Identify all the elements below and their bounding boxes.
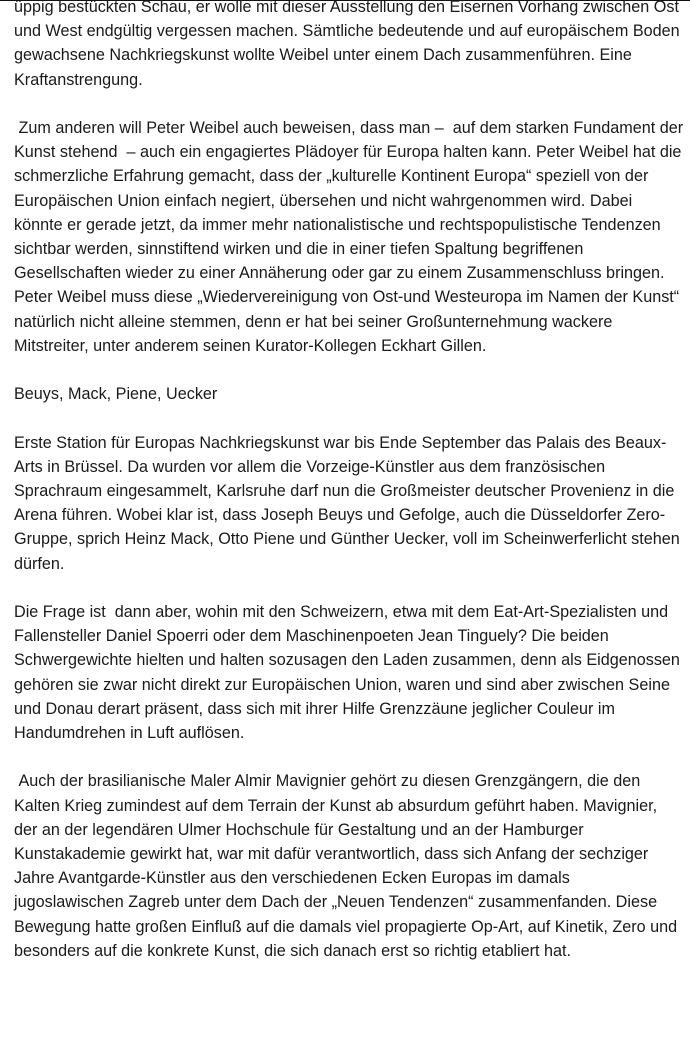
article-paragraph-4: Die Frage ist dann aber, wohin mit den Schweizern, etwa mit dem Eat-Art-Spezialisten und Fallensteller Daniel Spoerri oder dem Maschinenpoeten Jean Tinguely? Die beiden Schwergewichte hielten und halten sozusagen den Laden zusammen, denn als Eidgenossen gehören sie zwar nicht direkt zur Europäischen Union, waren und sind aber zwischen Seine und Donau derart präsent, dass sich mit ihrer Hilfe Grenzzäune jeglicher Couleur im Handumdrehen in Luft auflösen. — [14, 603, 685, 743]
article-body — [14, 0, 688, 987]
article-paragraph-3: Erste Station für Europas Nachkriegskunst war bis Ende September das Palais des Beaux-Arts in Brüssel. Da wurden vor allem die Vorzeige-Künstler aus dem französischen Sprachraum eingesammelt, Karlsruhe darf nun die Großmeister deutscher Provenienz in die Arena führen. Wobei klar ist, dass Joseph Beuys und Gefolge, auch die Düsseldorfer Zero-Gruppe, sprich Heinz Mack, Otto Piene und Günther Uecker, voll im Scheinwerferlicht stehen dürfen. — [14, 433, 685, 573]
article-paragraph-1: üppig bestückten Schau, er wolle mit dieser Ausstellung den Eisernen Vorhang zwischen Ost und West endgültig vergessen machen. Sämtliche bedeutende und auf europäischem Boden gewachsene Nachkriegskunst wollte Weibel unter einem Dach zusammenführen. Eine Kraftanstrengung. — [14, 0, 685, 89]
article-paragraph-2: Zum anderen will Peter Weibel auch beweisen, dass man – auf dem starken Fundament der Kunst stehend – auch ein engagiertes Plädoyer für Europa halten kann. Peter Weibel hat die schmerzliche Erfahrung gemacht, dass der „kulturelle Kontinent Europa“ speziell von der Europäischen Union einfach negiert, übersehen und nicht wahrgenommen wird. Dabei könnte er gerade jetzt, da immer mehr nationalistische und rechtspopulistische Tendenzen sichtbar werden, sinnstiftend wirken und die in einer tiefen Spaltung begriffenen Gesellschaften wieder zu einer Annäherung oder gar zu einem Zusammenschluss bringen. Peter Weibel muss diese „Wiedervereinigung von Ost-und Westeuropa im Namen der Kunst“ natürlich nicht alleine stemmen, denn er hat bei seiner Großunternehmung wackere Mitstreiter, unter anderem seinen Kurator-Kollegen Eckhart Gillen. — [14, 119, 688, 355]
section-subheading: Beuys, Mack, Piene, Uecker — [14, 385, 218, 404]
article-paragraph-5: Auch der brasilianische Maler Almir Mavignier gehört zu diesen Grenzgängern, die den Kalten Krieg zumindest auf dem Terrain der Kunst ab absurdum geführt haben. Mavignier, der an der legendären Ulmer Hochschule für Gestaltung und an der Hamburger Kunstakademie gewirkt hat, war mit dafür verantwortlich, dass sich Anfang der sechziger Jahre Avantgarde-Künstler aus den verschiedenen Ecken Europas im damals jugoslawischen Zagreb unter dem Dach der „Neuen Tendenzen“ zusammenfanden. Diese Bewegung hatte großen Einfluß auf die damals viel propagierte Op-Art, auf Kinetik, Zero und besonders auf die konkrete Kunst, die sich danach erst so richtig etabliert hat. — [14, 772, 682, 960]
